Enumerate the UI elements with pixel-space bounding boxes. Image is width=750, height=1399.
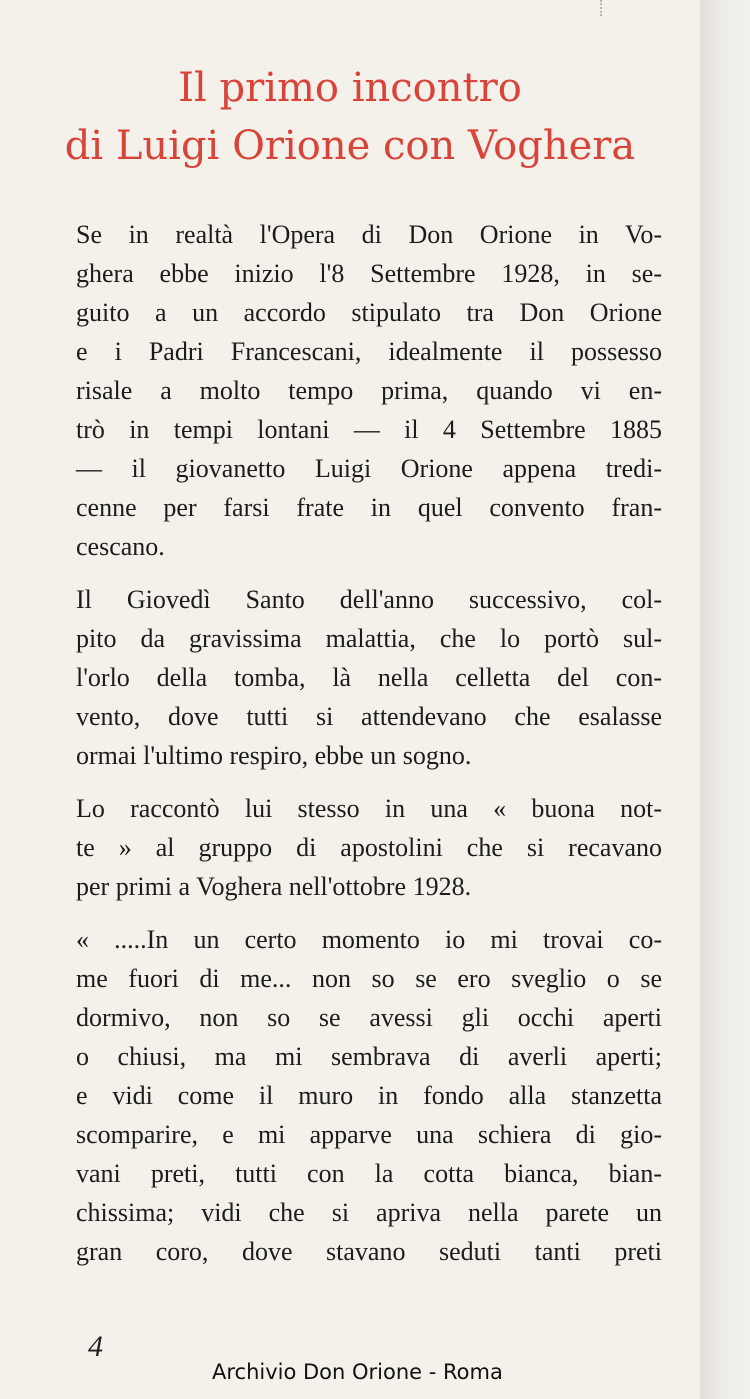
text-line: per primi a Voghera nell'ottobre 1928. (76, 872, 472, 901)
text-line: dormivo, non so se avessi gli occhi aperti (76, 1003, 662, 1032)
text-line: pito da gravissima malattia, che lo portò sul- (76, 624, 662, 653)
page-number: 4 (88, 1330, 103, 1363)
text-line: ghera ebbe inizio l'8 Settembre 1928, in se- (76, 259, 662, 288)
text-line: vani preti, tutti con la cotta bianca, bian- (76, 1159, 662, 1188)
text-line: — il giovanetto Luigi Orione appena tredi- (76, 454, 662, 483)
text-line: chissima; vidi che si apriva nella parete un (76, 1198, 662, 1227)
text-line: Lo raccontò lui stesso in una « buona not- (76, 794, 662, 823)
body-text (76, 215, 662, 1271)
text-line: « .....In un certo momento io mi trovai co- (76, 925, 662, 954)
text-line: me fuori di me... non so se ero sveglio o se (76, 964, 662, 993)
text-line: scomparire, e mi apparve una schiera di gio- (76, 1120, 662, 1149)
text-line: vento, dove tutti si attendevano che esalasse (76, 702, 662, 731)
text-line: te » al gruppo di apostolini che si recavano (76, 833, 662, 862)
chapter-title-line-1: Il primo incontro (178, 65, 522, 111)
paragraph-4 (76, 920, 662, 1271)
book-gutter (700, 0, 750, 1399)
paragraph-2 (76, 580, 662, 775)
text-line: l'orlo della tomba, là nella celletta del con- (76, 663, 662, 692)
text-line: e i Padri Francescani, idealmente il possesso (76, 337, 662, 366)
text-line: gran coro, dove stavano seduti tanti preti (76, 1237, 662, 1266)
text-line: Il Giovedì Santo dell'anno successivo, col- (76, 585, 662, 614)
chapter-title-line-2: di Luigi Orione con Voghera (64, 123, 636, 169)
text-line: trò in tempi lontani — il 4 Settembre 1885 (76, 415, 662, 444)
paragraph-3 (76, 789, 662, 906)
text-line: cescano. (76, 532, 165, 561)
archive-watermark: Archivio Don Orione - Roma (212, 1360, 503, 1384)
text-line: cenne per farsi frate in quel convento fran- (76, 493, 662, 522)
text-line: Se in realtà l'Opera di Don Orione in Vo- (76, 220, 662, 249)
paragraph-1 (76, 215, 662, 566)
text-line: guito a un accordo stipulato tra Don Orione (76, 298, 662, 327)
text-line: o chiusi, ma mi sembrava di averli aperti; (76, 1042, 662, 1071)
paper-mark (600, 0, 612, 16)
text-line: e vidi come il muro in fondo alla stanzetta (76, 1081, 662, 1110)
text-line: risale a molto tempo prima, quando vi en- (76, 376, 662, 405)
text-line: ormai l'ultimo respiro, ebbe un sogno. (76, 741, 472, 770)
